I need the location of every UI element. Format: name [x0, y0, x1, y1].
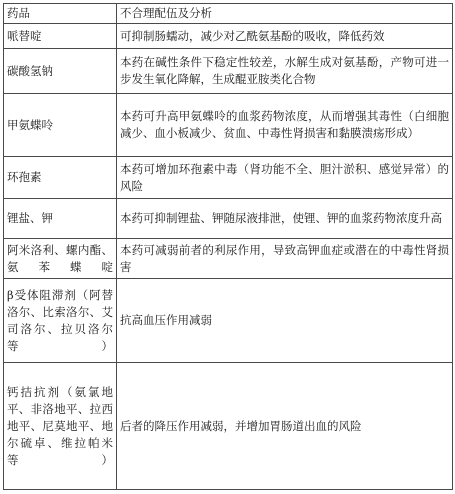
- table-header-row: [4, 4, 453, 24]
- reason-cell: 抗高血压作用减弱: [117, 279, 453, 363]
- drug-cell: 碳酸氢钠: [4, 49, 117, 94]
- drug-incompatibility-table: [3, 3, 453, 490]
- drug-cell: 钙拮抗剂（氨氯地平、非洛地平、拉西地平、尼莫地平、地尔硫卓、维拉帕米等）: [4, 363, 117, 490]
- drug-cell: 阿米洛利、螺内酯、氨苯蝶啶: [4, 239, 117, 279]
- reason-cell: 可抑制肠蠕动，减少对乙酰氨基酚的吸收，降低药效: [117, 24, 453, 49]
- table-row: [4, 239, 453, 279]
- table-row: [4, 199, 453, 239]
- table-row: [4, 24, 453, 49]
- drug-cell: 甲氨蝶呤: [4, 94, 117, 157]
- header-reason: 不合理配伍及分析: [117, 4, 453, 24]
- drug-cell: β受体阻滞剂（阿替洛尔、比索洛尔、艾司洛尔、拉贝洛尔等）: [4, 279, 117, 363]
- reason-cell: 本药可增加环孢素中毒（肾功能不全、胆汁淤积、感觉异常）的风险: [117, 157, 453, 199]
- table-row: [4, 157, 453, 199]
- table-row: [4, 279, 453, 363]
- reason-cell: 后者的降压作用减弱，并增加胃肠道出血的风险: [117, 363, 453, 490]
- table-row: [4, 49, 453, 94]
- reason-cell: 本药可升高甲氨蝶呤的血浆药物浓度，从而增强其毒性（白细胞减少、血小板减少、贫血、中毒性肾损害和黏膜溃疡形成）: [117, 94, 453, 157]
- table-row: [4, 363, 453, 490]
- header-drug: 药品: [4, 4, 117, 24]
- reason-cell: 本药在碱性条件下稳定性较差，水解生成对氨基酚，产物可进一步发生氧化降解，生成醌亚胺类化合物: [117, 49, 453, 94]
- drug-cell: 哌替啶: [4, 24, 117, 49]
- drug-cell: 锂盐、钾: [4, 199, 117, 239]
- reason-cell: 本药可抑制锂盐、钾随尿液排泄，使锂、钾的血浆药物浓度升高: [117, 199, 453, 239]
- drug-cell: 环孢素: [4, 157, 117, 199]
- reason-cell: 本药可减弱前者的利尿作用，导致高钾血症或潜在的中毒性肾损害: [117, 239, 453, 279]
- table-row: [4, 94, 453, 157]
